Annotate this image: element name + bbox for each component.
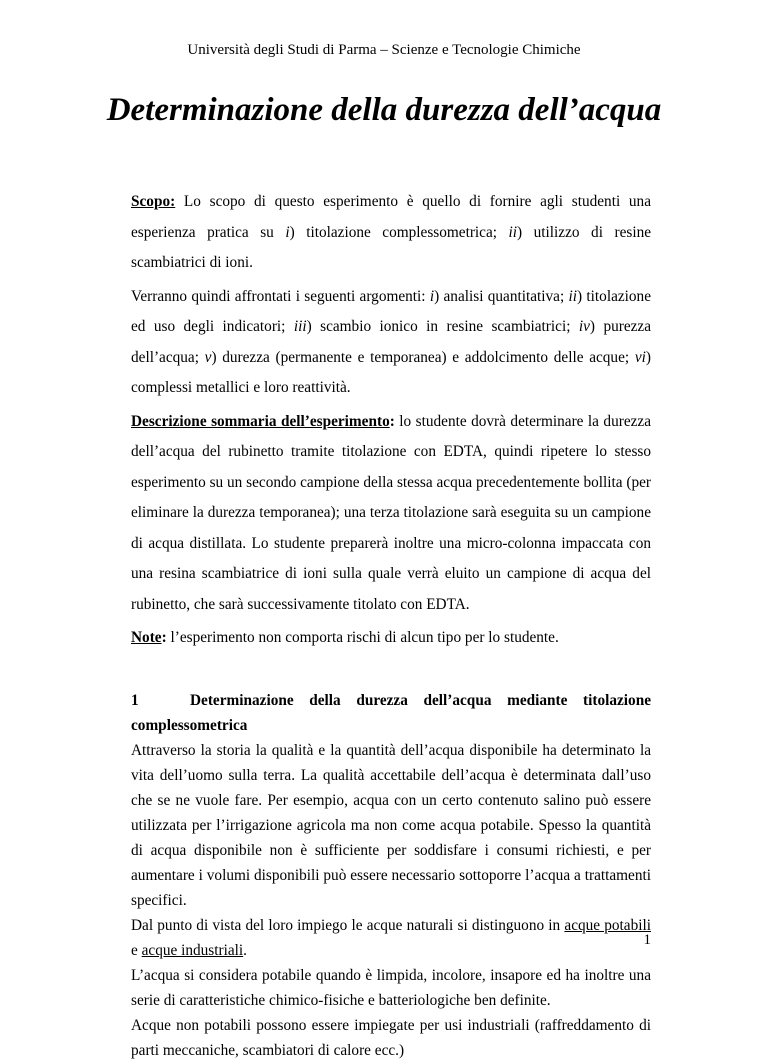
- argomenti-paragraph: [131, 282, 651, 404]
- section-title: Determinazione della durezza dell’acqua mediante titolazione complessometrica: [131, 691, 651, 734]
- descrizione-colon: :: [389, 412, 395, 430]
- section-paragraph-3: L’acqua si considera potabile quando è limpida, incolore, insapore ed ha inoltre una serie di caratteristiche chimico-fisiche e batteriologiche ben definite.: [131, 966, 651, 1009]
- note-text: l’esperimento non comporta rischi di alcun tipo per lo studente.: [166, 629, 559, 646]
- descrizione-paragraph: [131, 407, 651, 621]
- argomenti-item-3: ) scambio ionico in resine scambiatrici;: [306, 318, 579, 335]
- argomenti-item-2: ) titolazione ed uso degli indicatori;: [131, 287, 651, 335]
- section-paragraph-2: [131, 913, 651, 963]
- note-paragraph: [131, 623, 651, 654]
- section-number: 1: [131, 691, 139, 709]
- running-header: Università degli Studi di Parma – Scienze e Tecnologie Chimiche: [187, 42, 581, 58]
- argomenti-item-1: ) analisi quantitativa;: [434, 287, 569, 305]
- acque-potabili-term: acque potabili: [564, 916, 651, 934]
- note-label: Note: [131, 629, 162, 646]
- section-paragraph-4: Acque non potabili possono essere impiegate per usi industriali (raffreddamento di parti meccaniche, scambiatori di calore ecc.): [131, 1016, 651, 1059]
- scopo-marker-2: ii: [508, 223, 518, 241]
- scopo-label: Scopo:: [131, 193, 176, 210]
- argomenti-item-6: ) complessi metallici e loro reattività.: [131, 348, 651, 396]
- document-body: [131, 187, 651, 1063]
- argomenti-intro: Verranno quindi affrontati i seguenti argomenti:: [131, 287, 430, 305]
- section-heading: [131, 688, 651, 738]
- scopo-text-3: ) utilizzo di resine scambiatrici di ioni.: [131, 223, 652, 271]
- scopo-text-2: ) titolazione complessometrica;: [289, 223, 509, 241]
- page-number: 1: [643, 932, 651, 948]
- acque-industriali-term: acque industriali: [141, 941, 244, 959]
- section-paragraph-2-mid: e: [131, 941, 142, 959]
- section-paragraph-2-pre: Dal punto di vista del loro impiego le acque naturali si distinguono in: [131, 916, 565, 934]
- argomenti-marker-1: i: [429, 287, 435, 305]
- argomenti-marker-3: iii: [293, 318, 307, 335]
- document-title: Determinazione della durezza dell’acqua: [106, 92, 662, 128]
- argomenti-marker-6: vi: [634, 348, 646, 366]
- argomenti-item-4: ) purezza dell’acqua;: [131, 318, 651, 366]
- argomenti-item-5: ) durezza (permanente e temporanea) e addolcimento delle acque;: [211, 348, 635, 366]
- descrizione-text: lo studente dovrà determinare la durezza dell’acqua del rubinetto tramite titolazione con EDTA, quindi ripetere lo stesso esperimento su un secondo campione della stessa acqua precedentemente bollita (per eliminare la durezza temporanea); una terza titolazione sarà eseguita su un campione di acqua distillata. Lo studente preparerà inoltre una micro-colonna impaccata con una resina scambiatrice di ioni sulla quale verrà eluito un campione di acqua del rubinetto, che sarà successivamente titolato con EDTA.: [131, 412, 651, 613]
- argomenti-marker-5: v: [204, 348, 212, 366]
- argomenti-marker-4: iv: [578, 318, 590, 335]
- descrizione-label: Descrizione sommaria dell’esperimento: [131, 412, 390, 430]
- section-paragraph-1: Attraverso la storia la qualità e la quantità dell’acqua disponibile ha determinato la vita dell’uomo sulla terra. La qualità accettabile dell’acqua è determinata dall’uso che se ne vuole fare. Per esempio, acqua con un certo contenuto salino può essere utilizzata per l’irrigazione agricola ma non come acqua potabile. Spesso la quantità di acqua disponibile non è sufficiente per soddisfare i consumi richiesti, e per aumentare i volumi disponibili può essere necessario sottoporre l’acqua a trattamenti specifici.: [131, 741, 651, 909]
- argomenti-marker-2: ii: [568, 287, 578, 305]
- scopo-paragraph: [131, 187, 651, 279]
- note-colon: :: [161, 629, 167, 646]
- scopo-marker-1: i: [285, 223, 290, 241]
- section-paragraph-2-end: .: [243, 941, 247, 959]
- scopo-text-1: Lo scopo di questo esperimento è quello di fornire agli studenti una esperienza pratica su: [131, 193, 651, 241]
